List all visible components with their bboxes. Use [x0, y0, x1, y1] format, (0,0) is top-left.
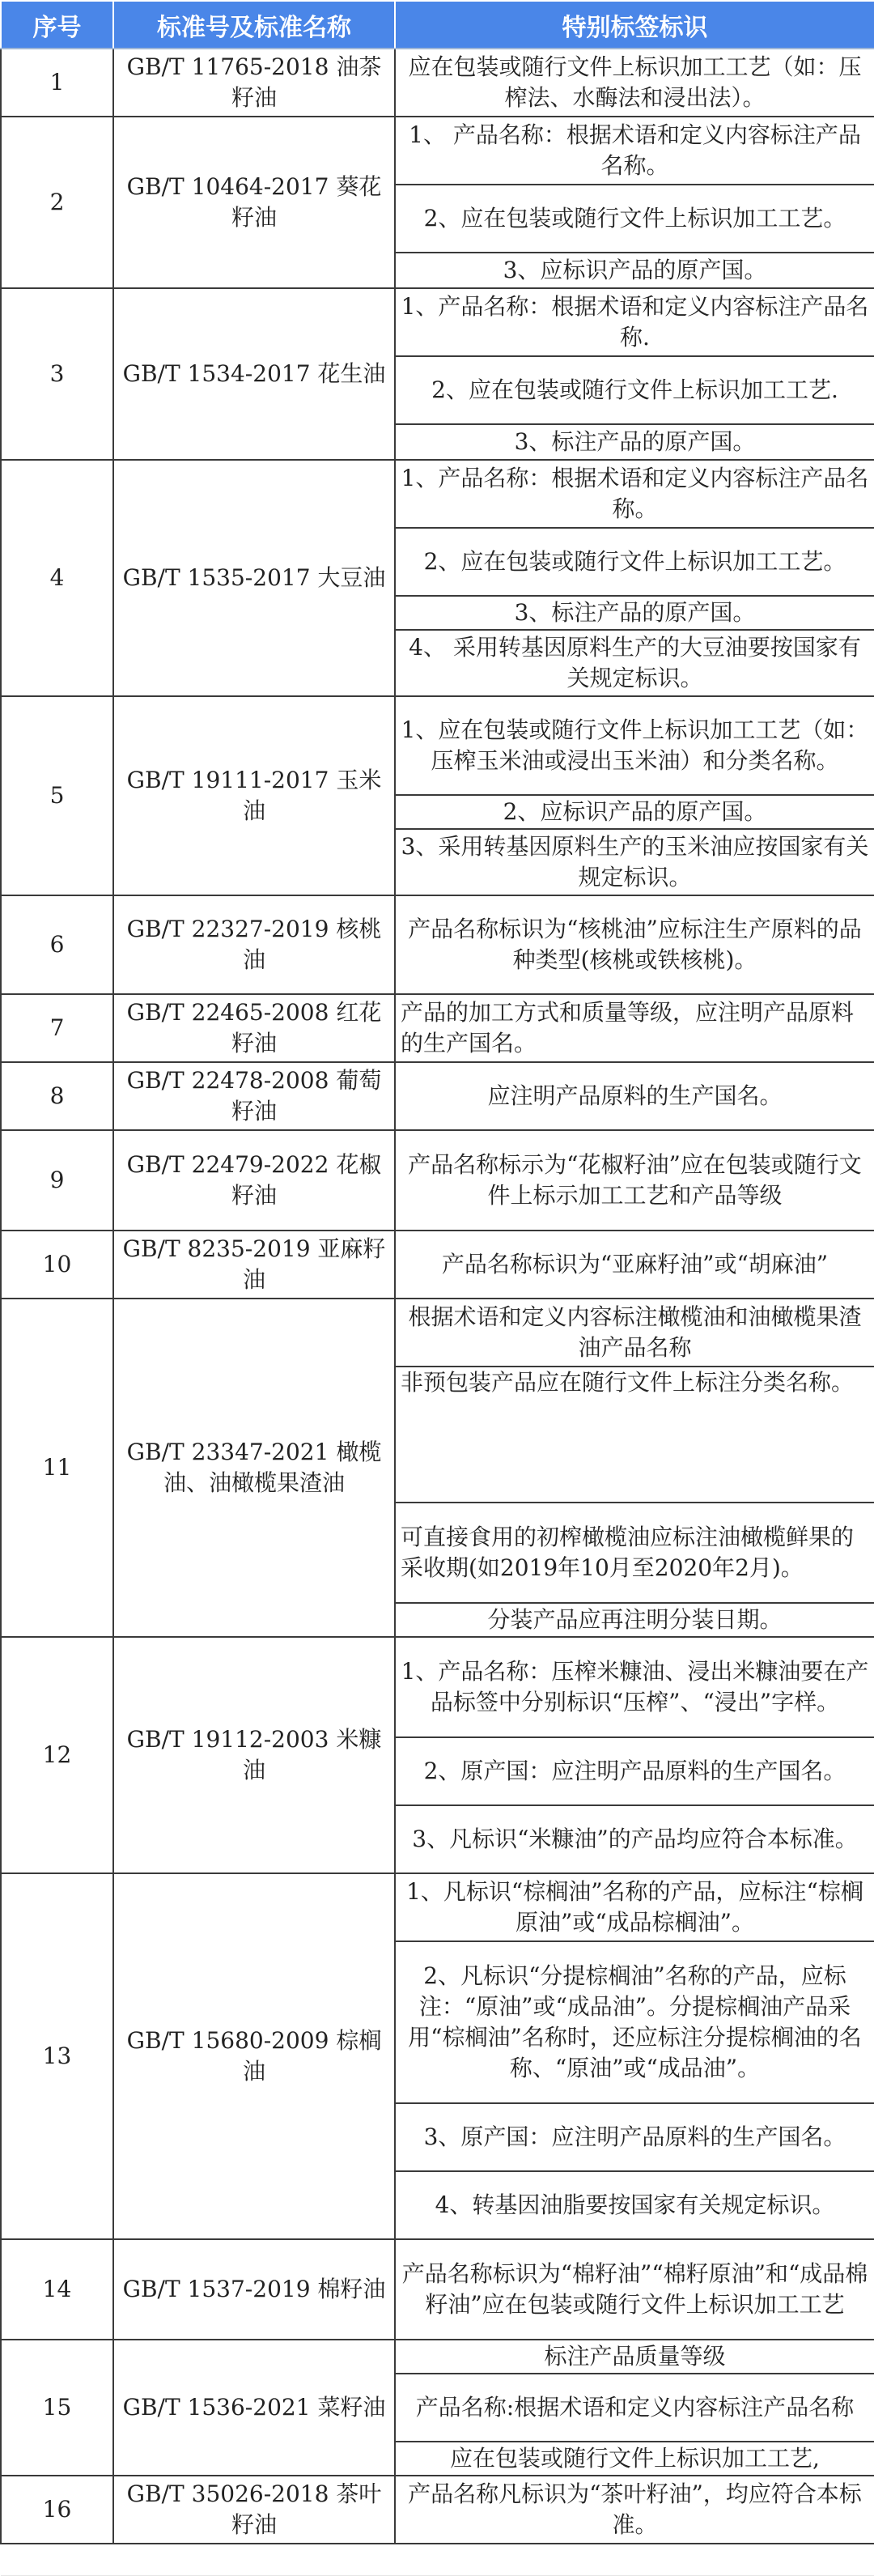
row-label: 1、凡标识“棕榈油”名称的产品，应标注“棕榈原油”或“成品棕榈油”。 [395, 1873, 874, 1941]
row-standard: GB/T 1534-2017 花生油 [113, 288, 395, 460]
row-label: 2、应在包装或随行文件上标识加工工艺。 [395, 185, 874, 253]
row-label: 3、原产国：应注明产品原料的生产国名。 [395, 2103, 874, 2171]
table-row [1, 696, 874, 795]
row-index: 6 [1, 895, 113, 994]
row-index: 15 [1, 2340, 113, 2476]
row-label: 2、原产国：应注明产品原料的生产国名。 [395, 1737, 874, 1805]
row-standard: GB/T 22327-2019 核桃油 [113, 895, 395, 994]
table-row [1, 460, 874, 528]
row-standard: GB/T 11765-2018 油茶籽油 [113, 49, 395, 117]
row-label: 产品的加工方式和质量等级，应注明产品原料的生产国名。 [395, 994, 874, 1062]
row-standard: GB/T 35026-2018 茶叶籽油 [113, 2476, 395, 2544]
row-label: 2、应在包装或随行文件上标识加工工艺。 [395, 528, 874, 596]
row-standard: GB/T 15680-2009 棕榈油 [113, 1873, 395, 2239]
table-row [1, 1130, 874, 1231]
row-label: 2、应在包装或随行文件上标识加工工艺. [395, 356, 874, 424]
row-standard: GB/T 10464-2017 葵花籽油 [113, 117, 395, 288]
table-row [1, 1637, 874, 1737]
row-label: 标注产品质量等级 [395, 2340, 874, 2374]
row-standard: GB/T 23347-2021 橄榄油、油橄榄果渣油 [113, 1299, 395, 1637]
row-label: 3、标注产品的原产国。 [395, 596, 874, 630]
table-row [1, 895, 874, 994]
row-label: 根据术语和定义内容标注橄榄油和油橄榄果渣油产品名称 [395, 1299, 874, 1367]
row-standard: GB/T 8235-2019 亚麻籽油 [113, 1231, 395, 1299]
row-index: 12 [1, 1637, 113, 1873]
header-standard: 标准号及标准名称 [113, 1, 395, 49]
table-row [1, 1062, 874, 1130]
row-label: 可直接食用的初榨橄榄油应标注油橄榄鲜果的采收期(如2019年10月至2020年2月)。 [395, 1503, 874, 1603]
row-label: 应注明产品原料的生产国名。 [395, 1062, 874, 1130]
row-standard: GB/T 19112-2003 米糠油 [113, 1637, 395, 1873]
row-label: 产品名称标识为“棉籽油”“棉籽原油”和“成品棉籽油”应在包装或随行文件上标识加工工艺 [395, 2239, 874, 2340]
row-label: 非预包装产品应在随行文件上标注分类名称。 [395, 1367, 874, 1503]
blank-row [1, 2544, 874, 2576]
header-index: 序号 [1, 1, 113, 49]
row-index: 3 [1, 288, 113, 460]
row-index: 11 [1, 1299, 113, 1637]
row-label: 分装产品应再注明分装日期。 [395, 1603, 874, 1637]
row-label: 产品名称标识为“核桃油”应标注生产原料的品种类型(核桃或铁核桃)。 [395, 895, 874, 994]
table-row [1, 2476, 874, 2544]
row-index: 16 [1, 2476, 113, 2544]
table-row [1, 49, 874, 117]
row-label: 1、产品名称：根据术语和定义内容标注产品名称. [395, 288, 874, 356]
row-index: 5 [1, 696, 113, 895]
row-label: 1、 产品名称：根据术语和定义内容标注产品名称。 [395, 117, 874, 185]
table-row [1, 2340, 874, 2374]
row-index: 13 [1, 1873, 113, 2239]
row-label: 应在包装或随行文件上标识加工工艺, [395, 2442, 874, 2476]
row-label: 2、凡标识“分提棕榈油”名称的产品，应标注：“原油”或“成品油”。分提棕榈油产品采用“棕榈油”名称时，还应标注分提棕榈油的名称、“原油”或“成品油”。 [395, 1941, 874, 2103]
row-label: 应在包装或随行文件上标识加工工艺（如：压榨法、水酶法和浸出法）。 [395, 49, 874, 117]
row-label: 3、凡标识“米糠油”的产品均应符合本标准。 [395, 1805, 874, 1873]
table-header-row [1, 1, 874, 49]
row-label: 3、标注产品的原产国。 [395, 424, 874, 460]
row-label: 4、 采用转基因原料生产的大豆油要按国家有关规定标识。 [395, 630, 874, 696]
table-row [1, 994, 874, 1062]
table-row [1, 288, 874, 356]
row-label: 1、产品名称：根据术语和定义内容标注产品名称。 [395, 460, 874, 528]
row-index: 2 [1, 117, 113, 288]
row-standard: GB/T 22465-2008 红花籽油 [113, 994, 395, 1062]
row-index: 4 [1, 460, 113, 696]
table-row [1, 2239, 874, 2340]
row-label: 产品名称凡标识为“茶叶籽油”，均应符合本标准。 [395, 2476, 874, 2544]
row-index: 8 [1, 1062, 113, 1130]
row-index: 10 [1, 1231, 113, 1299]
row-label: 3、采用转基因原料生产的玉米油应按国家有关规定标识。 [395, 829, 874, 895]
header-label: 特别标签标识 [395, 1, 874, 49]
row-label: 4、转基因油脂要按国家有关规定标识。 [395, 2171, 874, 2239]
row-index: 7 [1, 994, 113, 1062]
row-label: 产品名称:根据术语和定义内容标注产品名称 [395, 2374, 874, 2442]
row-label: 2、应标识产品的原产国。 [395, 795, 874, 829]
table-row [1, 1231, 874, 1299]
table-row [1, 117, 874, 185]
row-label: 1、产品名称：压榨米糠油、浸出米糠油要在产品标签中分别标识“压榨”、“浸出”字样。 [395, 1637, 874, 1737]
table-row [1, 1873, 874, 1941]
row-index: 14 [1, 2239, 113, 2340]
row-standard: GB/T 19111-2017 玉米油 [113, 696, 395, 895]
row-label: 产品名称标示为“花椒籽油”应在包装或随行文件上标示加工工艺和产品等级 [395, 1130, 874, 1231]
row-index: 1 [1, 49, 113, 117]
row-standard: GB/T 1535-2017 大豆油 [113, 460, 395, 696]
row-standard: GB/T 22479-2022 花椒籽油 [113, 1130, 395, 1231]
row-label: 1、应在包装或随行文件上标识加工工艺（如：压榨玉米油或浸出玉米油）和分类名称。 [395, 696, 874, 795]
row-label: 产品名称标识为“亚麻籽油”或“胡麻油” [395, 1231, 874, 1299]
row-index: 9 [1, 1130, 113, 1231]
row-standard: GB/T 22478-2008 葡萄籽油 [113, 1062, 395, 1130]
row-standard: GB/T 1537-2019 棉籽油 [113, 2239, 395, 2340]
row-label: 3、应标识产品的原产国。 [395, 253, 874, 288]
row-standard: GB/T 1536-2021 菜籽油 [113, 2340, 395, 2476]
table-row [1, 1299, 874, 1367]
